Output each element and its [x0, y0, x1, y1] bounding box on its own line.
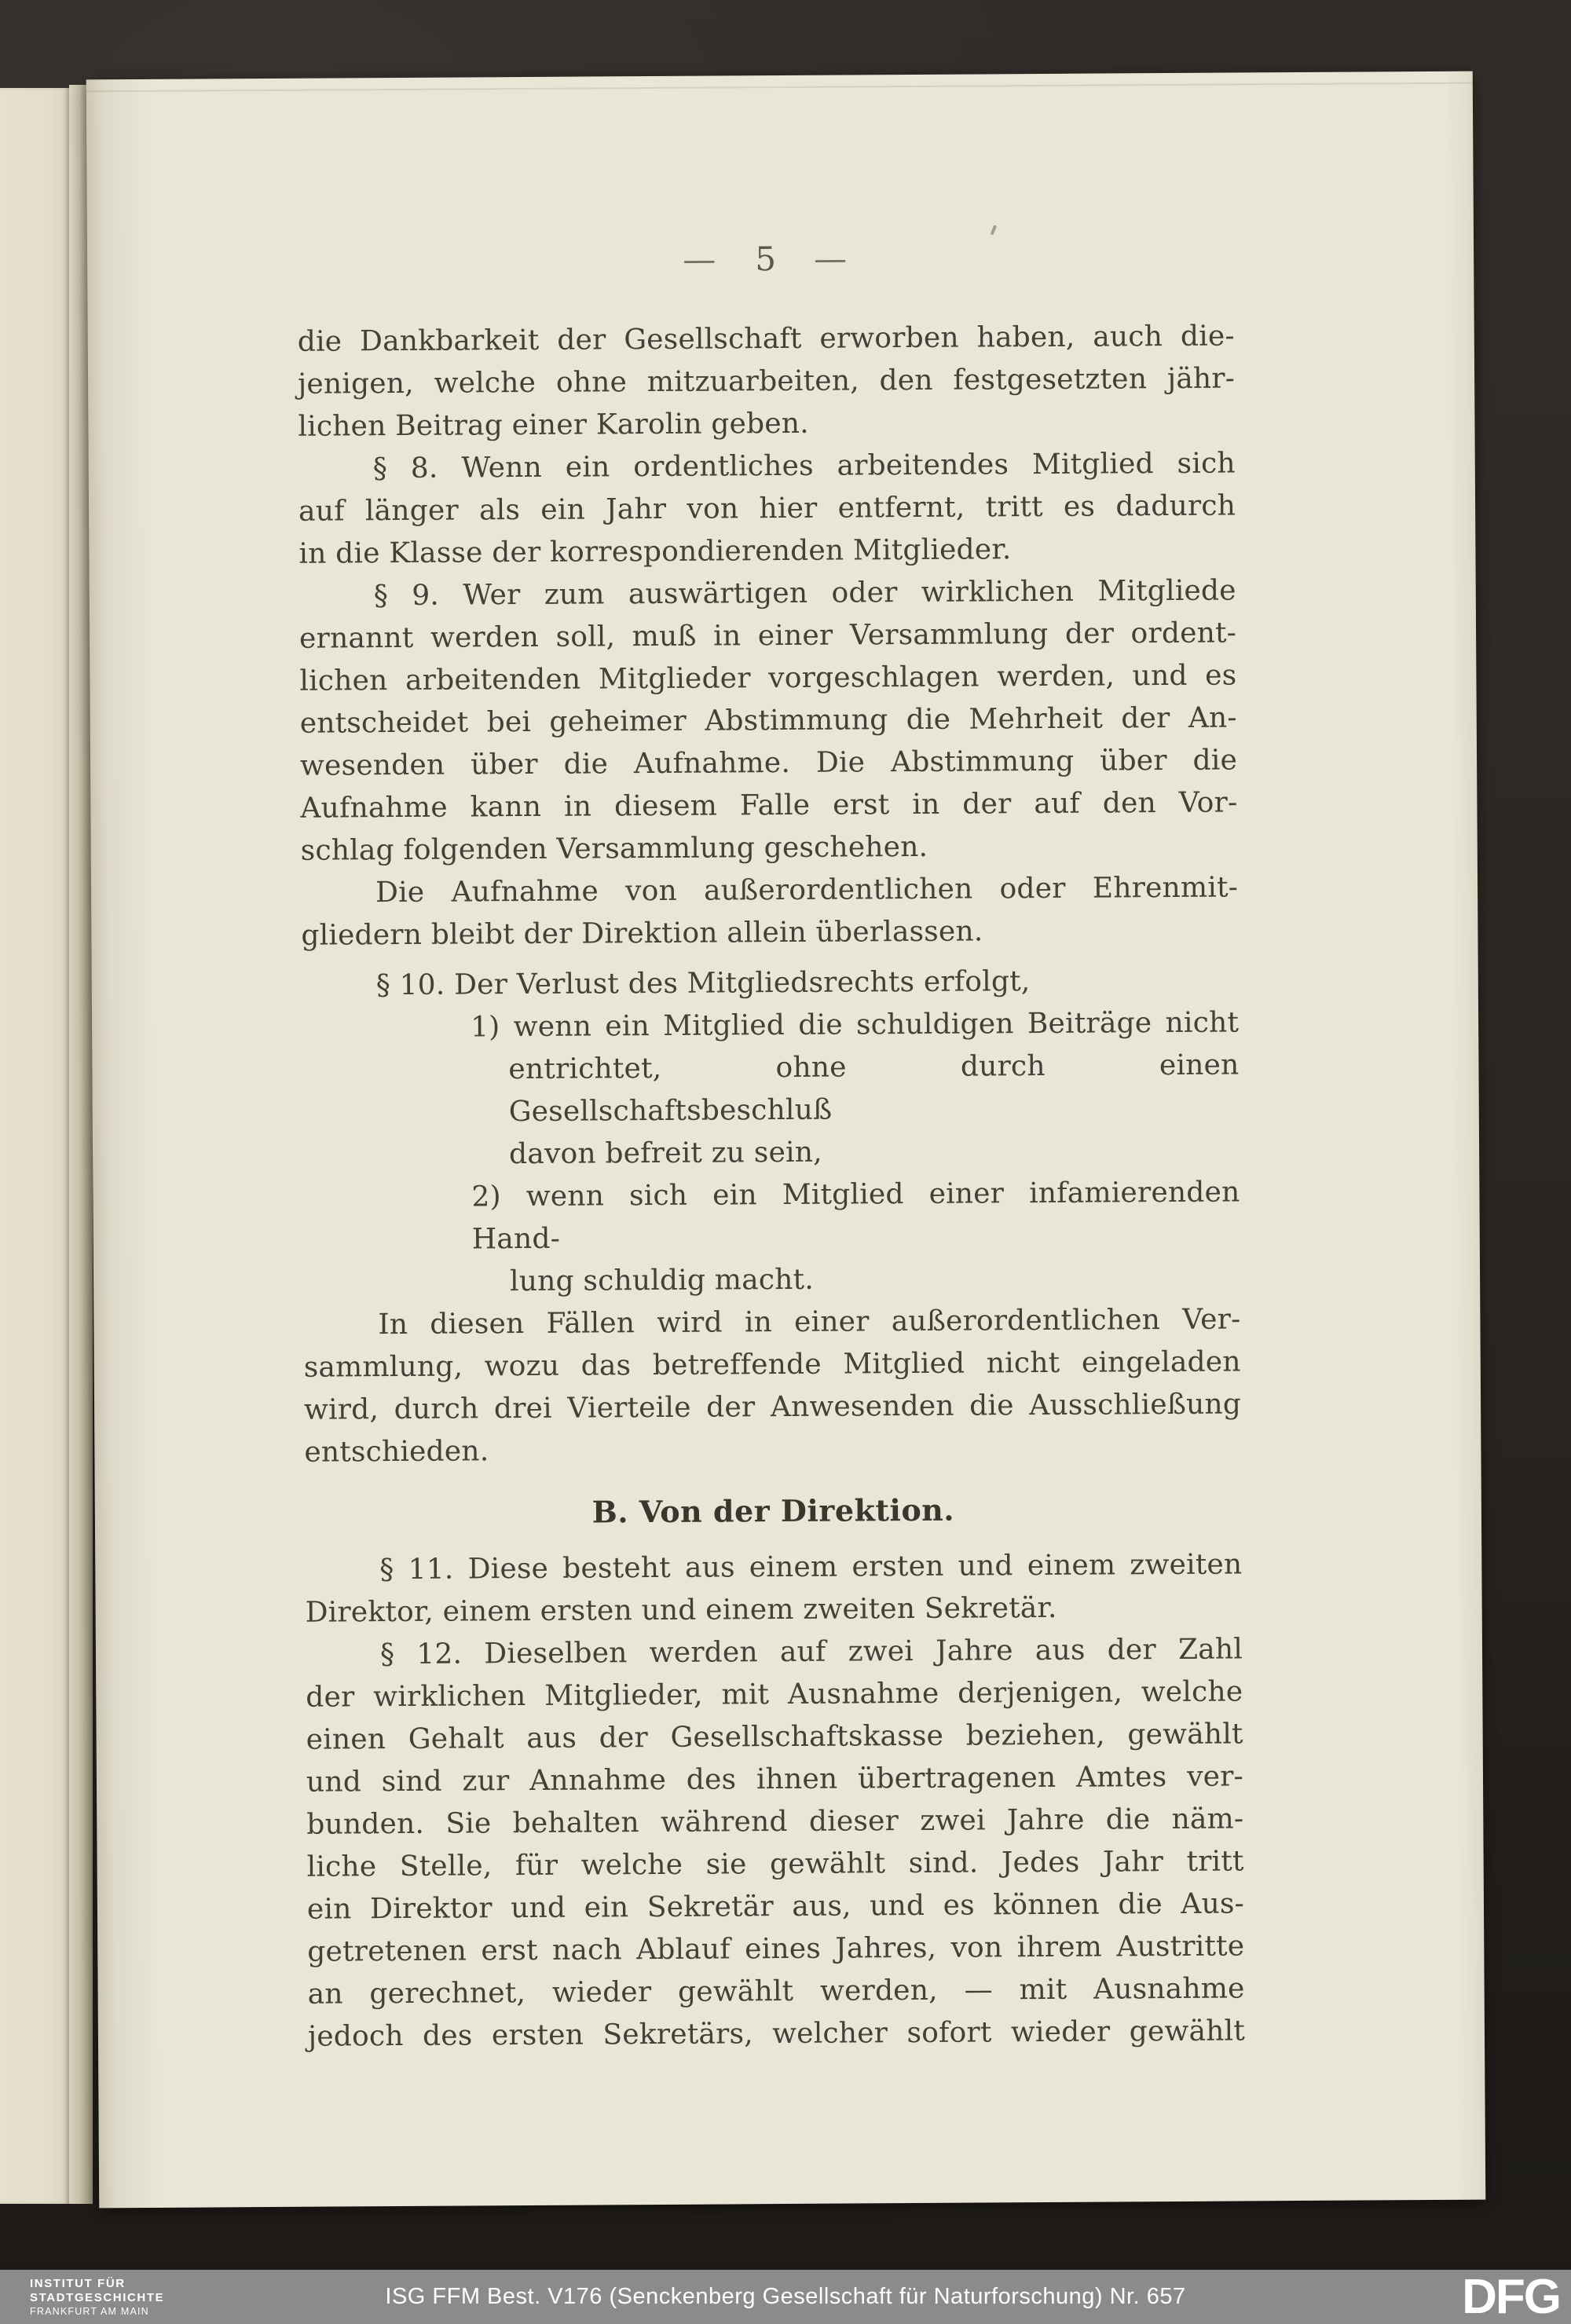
text-line: schlag folgenden Versammlung geschehen.: [300, 830, 928, 867]
text-line: getretenen erst nach Ablauf eines Jahres, von ihrem Austritte: [307, 1930, 1245, 1968]
text-line: ein Direktor und ein Sekretär aus, und es können die Aus-: [306, 1887, 1245, 1926]
text-line: lichen arbeitenden Mitglieder vorgeschlagen werden, und es: [299, 659, 1237, 697]
isg-logo-line1: INSTITUT FÜR: [30, 2276, 126, 2290]
page-text: [298, 315, 1245, 2058]
text-line: auf länger als ein Jahr von hier entfernt, tritt es dadurch: [298, 489, 1236, 528]
scanned-page: [86, 71, 1486, 2209]
text-line: und sind zur Annahme des ihnen übertragenen Amtes ver-: [306, 1760, 1244, 1799]
section-heading: B. Von der Direktion.: [591, 1491, 955, 1530]
underlying-page-edge: [0, 88, 69, 2204]
text-line: bunden. Sie behalten während dieser zwei Jahre die näm-: [306, 1802, 1244, 1841]
text-line: In diesen Fällen wird in einer außerordentlichen Ver-: [378, 1303, 1241, 1341]
text-line: lichen Beitrag einer Karolin geben.: [298, 407, 809, 443]
text-line: wird, durch drei Vierteile der Anwesenden die Ausschließung: [303, 1388, 1242, 1426]
isg-logo-line2: STADTGESCHICHTE: [30, 2290, 165, 2304]
page-number: [297, 232, 1234, 285]
folio-number: 5: [755, 240, 777, 279]
text-line: einen Gehalt aus der Gesellschaftskasse beziehen, gewählt: [306, 1718, 1243, 1756]
text-line: davon befreit zu sein,: [508, 1136, 822, 1171]
text-line: Die Aufnahme von außerordentlichen oder Ehrenmit-: [375, 871, 1239, 909]
text-line: § 12. Dieselben werden auf zwei Jahre aus der Zahl: [379, 1633, 1243, 1671]
text-line: wesenden über die Aufnahme. Die Abstimmung über die: [299, 744, 1238, 782]
text-line: Aufnahme kann in diesem Falle erst in der auf den Vor-: [300, 786, 1238, 825]
viewer-footer-bar: [0, 2270, 1571, 2324]
text-line: entschieden.: [304, 1435, 489, 1469]
text-line: § 9. Wer zum auswärtigen oder wirklichen Mitgliede: [373, 574, 1236, 613]
text-line: ernannt werden soll, muß in einer Versammlung der ordent-: [298, 617, 1237, 655]
text-line: 2) wenn sich ein Mitglied einer infamierenden Hand-: [471, 1176, 1240, 1256]
dfg-logo: DFG: [1462, 2269, 1560, 2324]
text-line: liche Stelle, für welche sie gewählt sind. Jedes Jahr tritt: [306, 1845, 1244, 1883]
text-line: sammlung, wozu das betreffende Mitglied nicht eingeladen: [303, 1345, 1241, 1384]
text-line: 1) wenn ein Mitglied die schuldigen Beiträge nicht: [470, 1006, 1240, 1044]
footer-caption: ISG FFM Best. V176 (Senckenberg Gesellschaft für Naturforschung) Nr. 657: [385, 2284, 1186, 2309]
folio-dash-right: —: [813, 239, 849, 278]
text-line: gliedern bleibt der Direktion allein überlassen.: [301, 915, 983, 952]
isg-logo-line3: FRANKFURT AM MAIN: [30, 2305, 149, 2317]
folio-dash-left: —: [683, 240, 718, 279]
text-line: jedoch des ersten Sekretärs, welcher sofort wieder gewählt: [307, 2015, 1246, 2053]
text-line: entscheidet bei geheimer Abstimmung die Mehrheit der An-: [299, 701, 1237, 740]
text-line: § 10. Der Verlust des Mitgliedsrechts erfolgt,: [375, 965, 1031, 1002]
text-line: die Dankbarkeit der Gesellschaft erworben haben, auch die-: [297, 320, 1235, 358]
text-line: § 11. Diese besteht aus einem ersten und einem zweiten: [379, 1548, 1243, 1587]
text-line: § 8. Wenn ein ordentliches arbeitendes Mitglied sich: [372, 447, 1236, 485]
text-line: der wirklichen Mitglieder, mit Ausnahme derjenigen, welche: [306, 1675, 1243, 1714]
text-line: in die Klasse der korrespondierenden Mitglieder.: [298, 533, 1012, 570]
text-line: Direktor, einem ersten und einem zweiten Sekretär.: [305, 1591, 1057, 1629]
text-line: jenigen, welche ohne mitzuarbeiten, den festgesetzten jähr-: [297, 362, 1236, 401]
text-line: entrichtet, ohne durch einen Gesellschaftsbeschluß: [508, 1049, 1240, 1129]
text-line: lung schuldig macht.: [509, 1263, 815, 1298]
text-line: an gerechnet, wieder gewählt werden, — mit Ausnahme: [307, 1972, 1245, 2011]
page-crease: [86, 82, 1473, 93]
